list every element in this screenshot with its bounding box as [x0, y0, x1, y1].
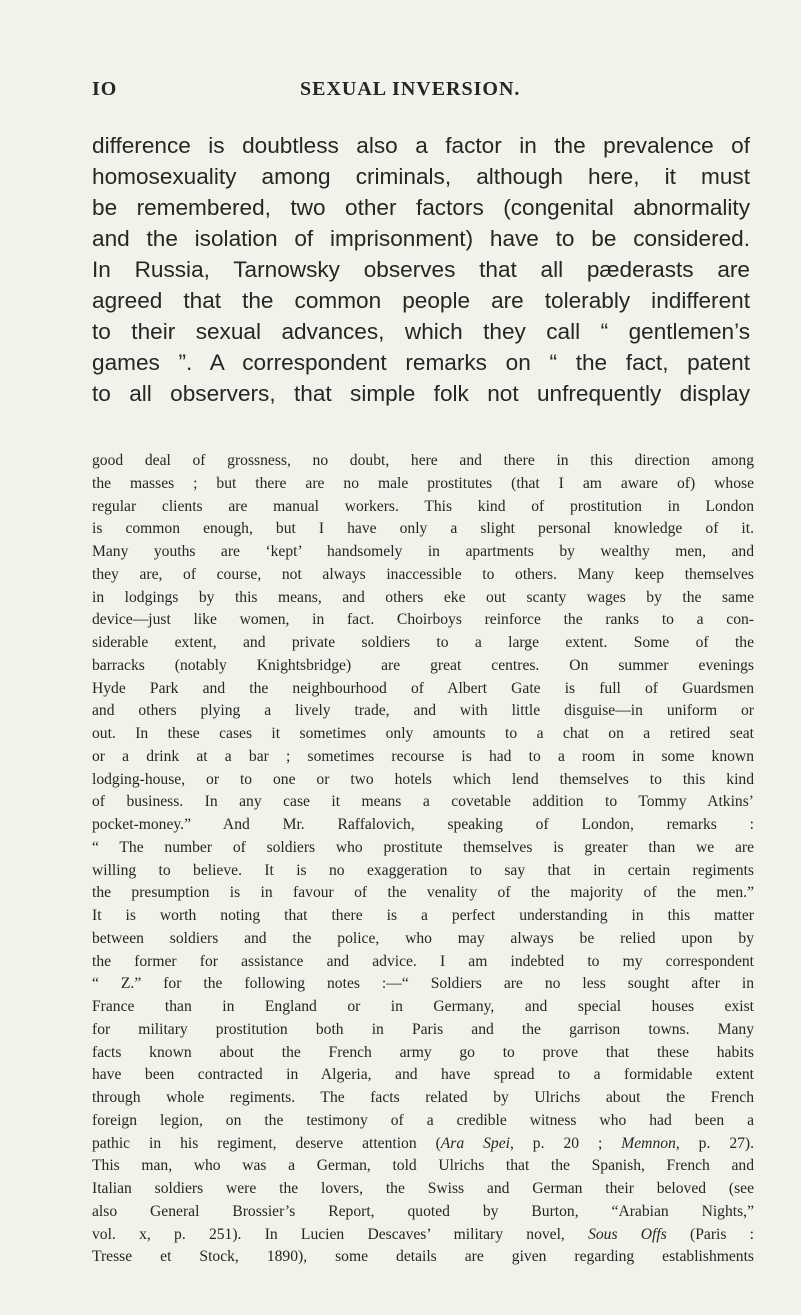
note-line-with-citation: [92, 1133, 754, 1156]
text-line: to their sexual advances, which they call “ gentlemen’s: [92, 319, 750, 344]
main-paragraph: [92, 130, 750, 409]
note-line: also General Brossier’s Report, quoted by Burton, “Arabian Nights,”: [92, 1202, 754, 1220]
note-line: facts known about the French army go to prove that these habits: [92, 1043, 754, 1061]
citation-title-memnon: Memnon: [621, 1134, 676, 1152]
footnote-block: [92, 450, 754, 1269]
note-line: they are, of course, not always inaccessible to others. Many keep themselves: [92, 565, 754, 583]
text-line: games ”. A correspondent remarks on “ the fact, patent: [92, 350, 750, 375]
note-line: in lodgings by this means, and others eke out scanty wages by the same: [92, 588, 754, 606]
note-line-with-citation: [92, 1224, 754, 1247]
note-line: is common enough, but I have only a slight personal knowledge of it.: [92, 520, 754, 538]
note-line: Italian soldiers were the lovers, the Swiss and German their beloved (see: [92, 1180, 754, 1197]
citation-title-sous-offs: Sous Offs: [588, 1225, 667, 1243]
note-text-segment: , p. 20 ;: [509, 1134, 622, 1152]
note-line: barracks (notably Knightsbridge) are great centres. On summer evenings: [92, 656, 754, 674]
note-line: Tresse et Stock, 1890), some details are given regarding establishments: [92, 1248, 754, 1266]
note-line: This man, who was a German, told Ulrichs that the Spanish, French and: [92, 1157, 754, 1175]
note-line: foreign legion, on the testimony of a credible witness who had been a: [92, 1111, 754, 1129]
running-head: SEXUAL INVERSION.: [300, 78, 521, 100]
page-header: [0, 78, 801, 108]
text-line: difference is doubtless also a factor in the prevalence of: [92, 133, 750, 158]
note-line: of business. In any case it means a covetable addition to Tommy Atkins’: [92, 793, 754, 811]
note-line: and others plying a lively trade, and with little disguise—in uniform or: [92, 702, 754, 720]
note-text-segment: (Paris :: [666, 1225, 754, 1243]
note-line: for military prostitution both in Paris and the garrison towns. Many: [92, 1020, 754, 1038]
note-line: Hyde Park and the neighbourhood of Albert Gate is full of Guardsmen: [92, 679, 754, 697]
text-line: and the isolation of imprisonment) have to be considered.: [92, 226, 750, 251]
note-line: siderable extent, and private soldiers to a large extent. Some of the: [92, 634, 754, 651]
text-line: to all observers, that simple folk not unfrequently display: [92, 381, 750, 406]
note-line: out. In these cases it sometimes only amounts to a chat on a retired seat: [92, 725, 754, 742]
note-line: It is worth noting that there is a perfect understanding in this matter: [92, 907, 754, 924]
note-text-segment: pathic in his regiment, deserve attention (: [92, 1134, 441, 1152]
note-line: through whole regiments. The facts related by Ulrichs about the French: [92, 1089, 754, 1106]
text-line: In Russia, Tarnowsky observes that all pæderasts are: [92, 257, 750, 282]
text-line: be remembered, two other factors (congenital abnormality: [92, 195, 750, 220]
note-line: Many youths are ‘kept’ handsomely in apartments by wealthy men, and: [92, 543, 754, 560]
note-line: “ Z.” for the following notes :—“ Soldiers are no less sought after in: [92, 975, 754, 993]
note-line: willing to believe. It is no exaggeration to say that in certain regiments: [92, 861, 754, 879]
note-line: pocket-money.” And Mr. Raffalovich, speaking of London, remarks :: [92, 816, 754, 833]
note-line: have been contracted in Algeria, and have spread to a formidable extent: [92, 1066, 754, 1084]
note-line: the presumption is in favour of the venality of the majority of the men.”: [92, 884, 754, 902]
note-line: good deal of grossness, no doubt, here and there in this direction among: [92, 452, 754, 469]
note-line: device—just like women, in fact. Choirboys reinforce the ranks to a con-: [92, 611, 754, 629]
note-line: “ The number of soldiers who prostitute themselves is greater than we are: [92, 838, 754, 856]
note-line: the masses ; but there are no male prostitutes (that I am aware of) whose: [92, 474, 754, 492]
note-text-segment: vol. x, p. 251). In Lucien Descaves’ military novel,: [92, 1225, 589, 1243]
note-text-segment: , p. 27).: [675, 1134, 755, 1152]
text-line: agreed that the common people are tolerably indifferent: [92, 288, 750, 313]
note-line: the former for assistance and advice. I am indebted to my correspondent: [92, 952, 754, 970]
citation-title-ara-spei: Ara Spei: [440, 1134, 510, 1152]
note-line: France than in England or in Germany, and special houses exist: [92, 998, 754, 1015]
note-line: lodging-house, or to one or two hotels which lend themselves to this kind: [92, 770, 754, 788]
page-number: IO: [92, 78, 118, 100]
note-line: between soldiers and the police, who may always be relied upon by: [92, 929, 754, 947]
text-line: homosexuality among criminals, although here, it must: [92, 164, 750, 189]
note-line: regular clients are manual workers. This kind of prostitution in London: [92, 497, 754, 515]
note-line: or a drink at a bar ; sometimes recourse is had to a room in some known: [92, 747, 754, 765]
